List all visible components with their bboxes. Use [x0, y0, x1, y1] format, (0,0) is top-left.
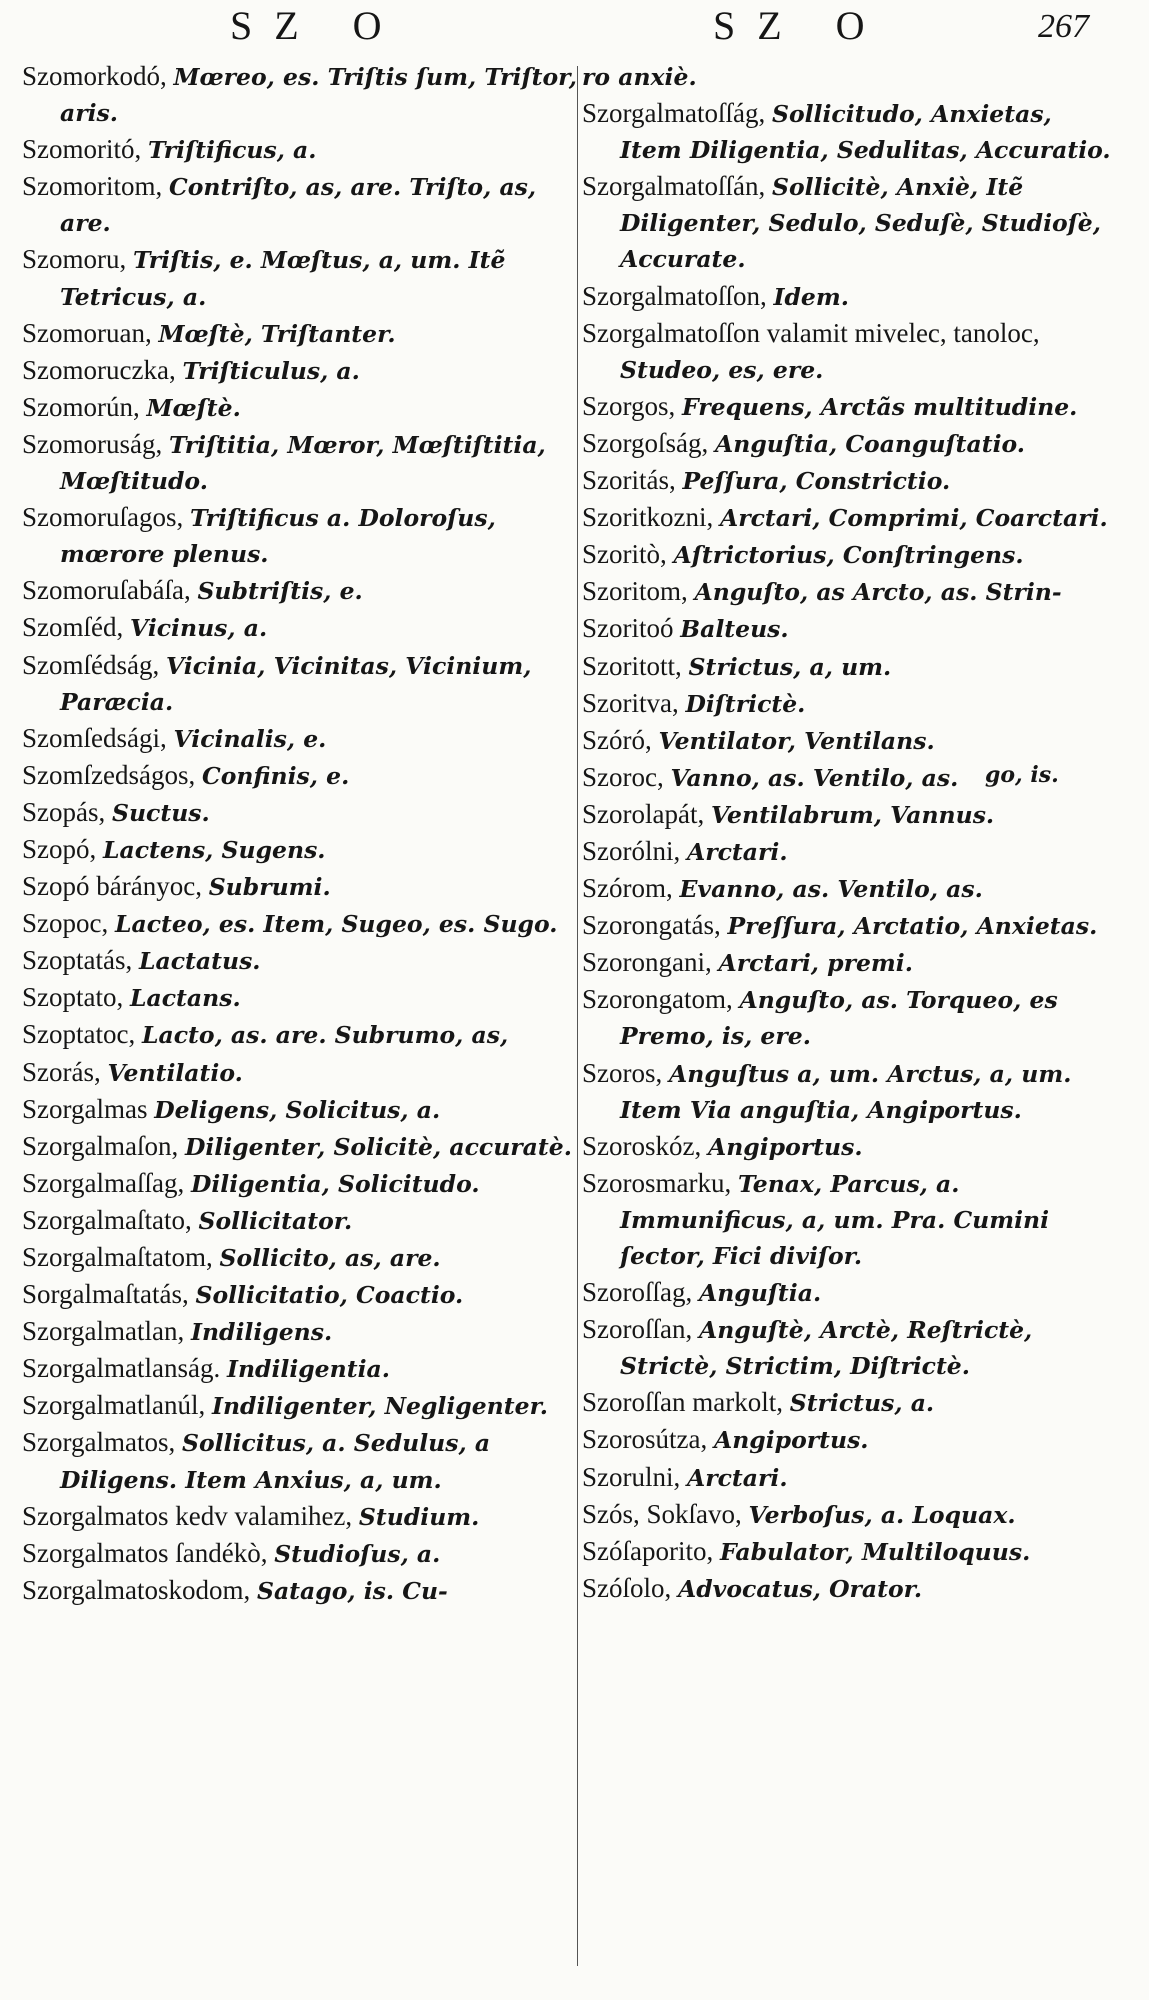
entry-definition: Angiportus.	[707, 1132, 863, 1161]
entry-headword: Szomſedsági,	[22, 722, 174, 753]
entry-definition: Anguſtè, Arctè, Reſtrictè, Strictè, Strictim, Diſtrictè.	[620, 1316, 1033, 1381]
entry-definition: Verboſus, a. Loquax.	[748, 1500, 1016, 1529]
entry-definition: Lactatus.	[138, 947, 261, 976]
entry-definition: Deligens, Solicitus, a.	[154, 1095, 441, 1124]
dictionary-entry	[582, 499, 1117, 536]
entry-headword: Szomorkodó,	[22, 61, 174, 91]
dictionary-entry	[22, 352, 578, 389]
entry-definition: Sollicitudo, Anxietas, Item Diligentia, Sedulitas, Accuratio.	[620, 100, 1111, 165]
entry-headword: Szoritva,	[582, 687, 686, 718]
entry-headword: Szorgalmatos kedv valamihez,	[22, 1500, 359, 1531]
entry-definition: Tenax, Parcus, a. Immunificus, a, um. Pra. Cumini ſector, Fici diviſor.	[620, 1169, 1050, 1270]
entry-definition: Lactens, Sugens.	[103, 835, 326, 864]
entry-headword: Szoptato,	[22, 982, 130, 1013]
dictionary-entry	[22, 647, 578, 720]
entry-definition: Triſtificus a. Doloroſus, mœrore plenus.	[60, 504, 496, 569]
dictionary-entry	[22, 942, 578, 979]
entry-headword: Szorgos,	[582, 390, 683, 421]
entry-headword: Szomoruan,	[22, 317, 159, 348]
dictionary-entry	[22, 1572, 578, 1609]
entry-headword: Szorás,	[22, 1056, 108, 1087]
dictionary-entry	[22, 757, 578, 794]
dictionary-entry	[582, 907, 1117, 944]
entry-definition: Strictus, a.	[789, 1389, 935, 1418]
entry-definition: Lactans.	[130, 984, 241, 1013]
dictionary-entry	[22, 1128, 578, 1165]
entry-headword: Szomoru,	[22, 244, 133, 275]
entry-headword: Sorgalmaſtatás,	[22, 1279, 196, 1310]
entry-headword: Szorgalmatoſſág,	[582, 98, 772, 129]
dictionary-entry	[22, 1313, 578, 1350]
entry-definition: Arctari.	[687, 837, 788, 866]
entry-headword: Szorólni,	[582, 835, 687, 866]
entry-headword: Szorgalmaſtato,	[22, 1204, 199, 1235]
entry-definition: Diſtrictè.	[685, 689, 806, 718]
entry-definition: Preſſura, Arctatio, Anxietas.	[727, 912, 1098, 941]
entry-headword: Szoroſſan markolt,	[582, 1387, 790, 1418]
entry-headword: Szórom,	[582, 873, 680, 904]
entry-definition: Anguſto, as Arcto, as. Strin-	[694, 578, 1062, 607]
dictionary-entry	[22, 315, 578, 352]
entry-headword: Szóſaporito,	[582, 1535, 720, 1566]
dictionary-entry	[582, 1165, 1117, 1274]
dictionary-entry	[22, 831, 578, 868]
entry-headword: Szorgalmatlan,	[22, 1316, 191, 1347]
dictionary-entry	[22, 131, 578, 168]
dictionary-entry	[582, 58, 1117, 95]
entry-headword: Szorosmarku,	[582, 1167, 738, 1198]
entry-headword: Szomorún,	[22, 391, 147, 422]
entry-headword: Szós, Sokſavo,	[582, 1498, 749, 1529]
entry-definition: Peſſura, Constrictio.	[682, 467, 951, 496]
dictionary-entry	[582, 722, 1117, 759]
dictionary-entry	[582, 1384, 1117, 1421]
entry-headword: Szorgalmatlanság.	[22, 1353, 227, 1384]
entry-definition: Indiligentia.	[226, 1355, 390, 1384]
dictionary-entry	[22, 1202, 578, 1239]
entry-definition: Lacto, as. are. Subrumo, as,	[141, 1021, 509, 1050]
entry-headword: Szoroskóz,	[582, 1130, 708, 1161]
entry-headword: Szorgalmatoſſon valamit mivelec, tanoloc,	[582, 317, 1040, 348]
entry-headword: Szorongatom,	[582, 984, 740, 1015]
dictionary-entry	[22, 1239, 578, 1276]
entry-definition: Suctus.	[112, 798, 210, 827]
entry-definition: Anguſtia, Coanguſtatio.	[715, 429, 1025, 458]
entry-definition: Indiligenter, Negligenter.	[211, 1392, 548, 1421]
entry-headword: Szorgalmatos,	[22, 1427, 182, 1458]
entry-definition: Triſtitia, Mœror, Mœſtiſtitia, Mœſtitudo.	[60, 430, 546, 496]
dictionary-entry	[22, 389, 578, 426]
dictionary-entry	[582, 95, 1117, 168]
entry-definition: Studeo, es, ere.	[620, 355, 824, 384]
entry-headword: Szoritás,	[582, 465, 683, 496]
entry-headword: Szoptatás,	[22, 945, 139, 976]
dictionary-entry	[22, 241, 578, 314]
entry-definition: Frequens, Arctãs multitudine.	[682, 392, 1078, 421]
dictionary-entry	[582, 315, 1117, 388]
dictionary-entry	[22, 720, 578, 757]
dictionary-entry	[582, 1459, 1117, 1496]
entry-headword: Szoritkozni,	[582, 502, 720, 533]
entry-headword: Szoroc,	[582, 761, 671, 792]
entry-headword: Szorgalmatoſſán,	[582, 171, 772, 202]
dictionary-entry	[582, 278, 1117, 315]
dictionary-entry	[582, 610, 1117, 647]
entry-definition: Aſtrictorius, Conſtringens.	[673, 541, 1024, 570]
entry-headword: Szóró,	[582, 724, 659, 755]
dictionary-entry	[22, 905, 578, 942]
entry-definition: Diligenter, Solicitè, accuratè.	[184, 1132, 572, 1161]
entry-definition: Sollicitè, Anxiè, Itẽ Diligenter, Sedulo, Seduſè, Studioſè, Accurate.	[620, 173, 1101, 274]
entry-definition: Ventilatio.	[107, 1058, 243, 1087]
dictionary-entry	[22, 168, 578, 241]
entry-headword: Szopás,	[22, 796, 112, 827]
entry-definition: Subrumi.	[208, 873, 331, 902]
entry-headword: Szopoc,	[22, 908, 115, 939]
dictionary-entry	[22, 1498, 578, 1535]
dictionary-entry	[22, 58, 578, 131]
dictionary-entry	[22, 426, 578, 499]
dictionary-entry	[582, 168, 1117, 277]
entry-definition: Balteus.	[680, 615, 789, 644]
entry-definition: Arctari, premi.	[718, 949, 913, 978]
dictionary-entry	[22, 1091, 578, 1128]
entry-headword: Szomoruſagos,	[22, 502, 190, 533]
entry-definition: Evanno, as. Ventilo, as.	[679, 875, 983, 904]
entry-headword: Szorosútza,	[582, 1424, 714, 1455]
dictionary-entry	[22, 1387, 578, 1424]
entry-definition: Confinis, e.	[201, 761, 350, 790]
dictionary-entry	[22, 1054, 578, 1091]
entry-headword: Szoros,	[582, 1057, 669, 1088]
entry-definition: Anguſtus a, um. Arctus, a, um. Item Via anguſtia, Angiportus.	[620, 1059, 1072, 1124]
entry-headword: Szomoritó,	[22, 134, 148, 165]
dictionary-entry	[22, 1165, 578, 1202]
entry-headword: Szopó bárányoc,	[22, 871, 209, 902]
entry-definition: Satago, is. Cu-	[256, 1576, 448, 1605]
entry-headword: Szomſédság,	[22, 649, 166, 680]
entry-headword: Szorgalmatlanúl,	[22, 1390, 212, 1421]
dictionary-entry	[22, 1016, 578, 1053]
dictionary-entry	[582, 833, 1117, 870]
dictionary-entry	[582, 536, 1117, 573]
entry-definition: Mœreo, es. Triſtis ſum, Triſtor, aris.	[60, 63, 577, 128]
entry-headword: Szomſzedságos,	[22, 759, 202, 790]
entry-headword: Szorulni,	[582, 1461, 687, 1492]
entry-definition: Triſticulus, a.	[182, 356, 360, 385]
dictionary-entry	[22, 609, 578, 646]
entry-definition: Anguſtia.	[698, 1279, 822, 1308]
entry-headword: Szoroſſag,	[582, 1277, 699, 1308]
dictionary-entry	[582, 462, 1117, 499]
dictionary-entry	[582, 1055, 1117, 1128]
dictionary-entry	[582, 573, 1117, 610]
entry-definition: Sollicitatio, Coactio.	[195, 1281, 464, 1310]
entry-definition: Arctari.	[687, 1463, 788, 1492]
entry-headword: Szorgalmaſon,	[22, 1130, 185, 1161]
entry-definition: Studium.	[358, 1502, 480, 1531]
entry-definition: Ventilabrum, Vannus.	[710, 800, 995, 829]
continued-fragment: go, is.	[985, 762, 1059, 788]
entry-definition: ro anxiè.	[582, 63, 697, 91]
entry-headword: Szoritom,	[582, 576, 695, 607]
entry-headword: Szorongani,	[582, 947, 719, 978]
entry-headword: Szomſéd,	[22, 612, 130, 643]
dictionary-entry	[582, 981, 1117, 1054]
entry-definition: Idem.	[773, 282, 849, 311]
entry-definition: Sollicito, as, are.	[219, 1244, 441, 1272]
entry-headword: Szorolapát,	[582, 798, 711, 829]
left-column	[22, 58, 578, 1609]
dictionary-entry	[582, 1311, 1117, 1384]
dictionary-entry	[582, 388, 1117, 425]
entry-definition: Vicinia, Vicinitas, Vicinium, Paræcia.	[60, 651, 532, 716]
entry-definition: Vicinus, a.	[130, 614, 268, 643]
entry-headword: Szorgoſság,	[582, 427, 715, 458]
entry-definition: Strictus, a, um.	[688, 652, 892, 681]
entry-headword: Szorgalmatoſſon,	[582, 280, 774, 311]
entry-definition: Angiportus.	[713, 1426, 869, 1455]
dictionary-entry	[582, 1570, 1117, 1607]
entry-definition: Ventilator, Ventilans.	[658, 726, 935, 755]
dictionary-entry	[582, 1421, 1117, 1458]
entry-definition: Fabulator, Multiloquus.	[719, 1537, 1031, 1566]
entry-definition: Vanno, as. Ventilo, as.	[670, 763, 959, 792]
entry-headword: Szopó,	[22, 833, 103, 864]
entry-headword: Szoptatoc,	[22, 1019, 142, 1050]
entry-headword: Szorgalmatos ſandékò,	[22, 1537, 275, 1568]
running-head-right: SZ O	[713, 3, 887, 48]
entry-definition: Studioſus, a.	[274, 1539, 441, 1568]
running-head-left: SZ O	[230, 3, 404, 48]
entry-definition: Sollicitator.	[198, 1206, 353, 1235]
dictionary-entry	[582, 425, 1117, 462]
dictionary-entry	[582, 685, 1117, 722]
dictionary-entry	[22, 1424, 578, 1497]
dictionary-entry	[22, 1535, 578, 1572]
entry-definition: Diligentia, Solicitudo.	[190, 1169, 480, 1198]
dictionary-entry	[22, 868, 578, 905]
entry-headword: Szoritò,	[582, 539, 674, 570]
entry-headword: Szomoritom,	[22, 171, 169, 202]
dictionary-entry	[22, 572, 578, 609]
entry-headword: Szorgalmaſſag,	[22, 1167, 191, 1198]
entry-headword: Szoritott,	[582, 650, 689, 681]
page-header	[0, 0, 1149, 58]
entry-headword: Szorgalmas	[22, 1093, 155, 1124]
dictionary-entry	[22, 1350, 578, 1387]
entry-definition: Vicinalis, e.	[173, 724, 327, 753]
entry-definition: Lacteo, es. Item, Sugeo, es. Sugo.	[114, 910, 558, 939]
dictionary-entry	[22, 794, 578, 831]
entry-definition: Indiligens.	[190, 1318, 333, 1347]
entry-headword: Szomoruság,	[22, 428, 169, 459]
entry-headword: Szorgalmatoskodom,	[22, 1574, 257, 1605]
entry-headword: Szoritoó	[582, 613, 681, 644]
entry-headword: Szomoruczka,	[22, 354, 183, 385]
entry-headword: Szoroſſan,	[582, 1314, 699, 1345]
entry-headword: Szomoruſabáſa,	[22, 575, 198, 606]
entry-headword: Szorgalmaſtatom,	[22, 1242, 220, 1272]
entry-definition: Anguſto, as. Torqueo, es Premo, is, ere.	[620, 986, 1058, 1051]
entry-definition: Contriſto, as, are. Triſto, as, are.	[60, 173, 537, 238]
dictionary-entry	[582, 648, 1117, 685]
dictionary-entry	[582, 1274, 1117, 1311]
dictionary-entry	[582, 1496, 1117, 1533]
dictionary-entry	[582, 944, 1117, 981]
entry-definition: Arctari, Comprimi, Coarctari.	[719, 504, 1108, 533]
entry-definition: Triſtis, e. Mœſtus, a, um. Itẽ Tetricus, a.	[60, 246, 506, 311]
dictionary-entry	[582, 870, 1117, 907]
entry-definition: Subtriſtis, e.	[197, 577, 363, 606]
entry-headword: Szóſolo,	[582, 1572, 679, 1603]
entry-definition: Mœſtè, Triſtanter.	[158, 319, 396, 348]
dictionary-entry	[582, 796, 1117, 833]
dictionary-entry	[582, 1533, 1117, 1570]
entry-definition: Mœſtè.	[146, 393, 241, 422]
dictionary-entry	[22, 499, 578, 572]
entry-headword: Szorongatás,	[582, 910, 728, 941]
right-column	[582, 58, 1117, 1607]
entry-definition: Advocatus, Orator.	[678, 1574, 923, 1603]
entry-definition: Sollicitus, a. Sedulus, a Diligens. Item Anxius, a, um.	[60, 1429, 491, 1494]
dictionary-entry	[582, 1128, 1117, 1165]
dictionary-entry	[22, 979, 578, 1016]
entry-definition: Triſtificus, a.	[148, 136, 317, 165]
page-number: 267	[1038, 8, 1089, 45]
dictionary-entry	[22, 1276, 578, 1313]
